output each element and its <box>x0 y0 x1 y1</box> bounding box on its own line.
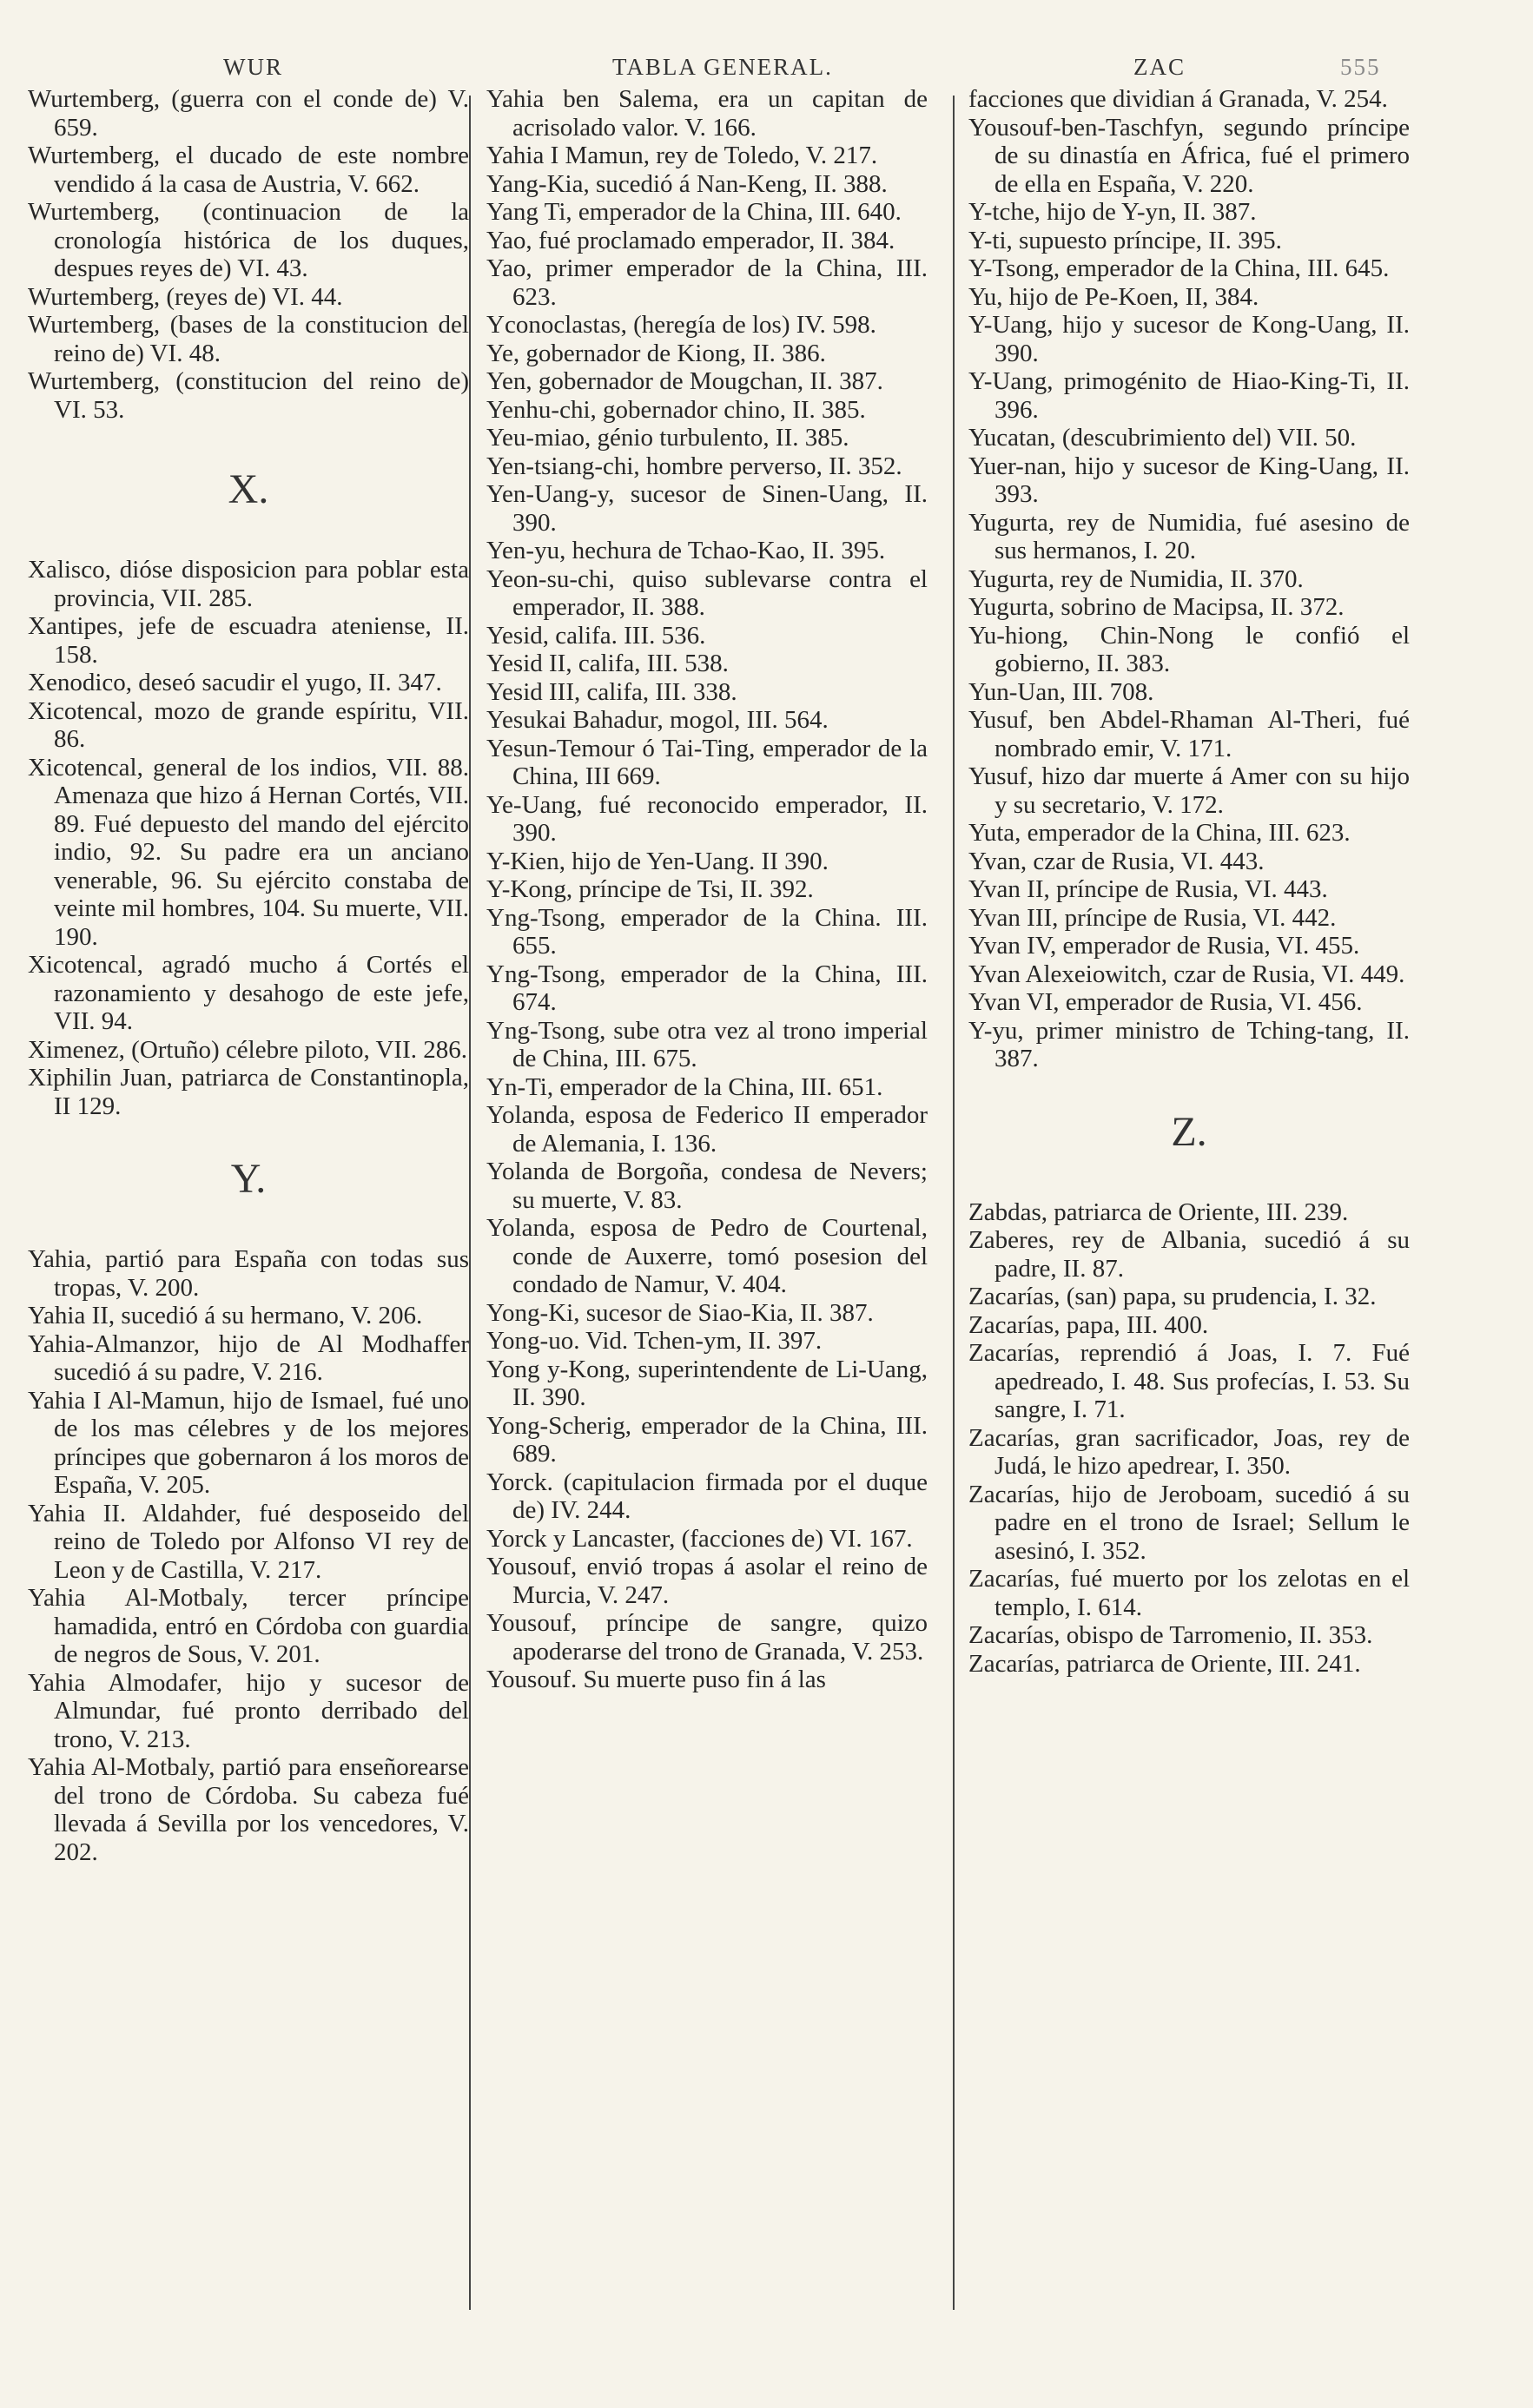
index-entry: Yconoclastas, (heregía de los) IV. 598. <box>486 311 876 339</box>
index-entry: Wurtemberg, (constitucion del reino de) VI. 53. <box>28 367 469 424</box>
index-entry: Yusuf, ben Abdel-Rhaman Al-Theri, fué nombrado emir, V. 171. <box>968 706 1410 762</box>
index-entry: Yvan II, príncipe de Rusia, VI. 443. <box>968 875 1328 903</box>
index-column-3 <box>968 85 1410 1678</box>
index-entry: Zaberes, rey de Albania, sucedió á su padre, II. 87. <box>968 1226 1410 1283</box>
index-entry: Y-Tsong, emperador de la China, III. 645. <box>968 254 1390 282</box>
index-entry: Yesid III, califa, III. 338. <box>486 677 737 706</box>
index-entry: Yolanda, esposa de Federico II emperador de Alemania, I. 136. <box>486 1101 928 1158</box>
index-entry: Yousouf, envió tropas á asolar el reino de Murcia, V. 247. <box>486 1553 928 1609</box>
index-entry: Zacarías, (san) papa, su prudencia, I. 32. <box>968 1283 1377 1310</box>
column-divider <box>469 96 471 2310</box>
index-entry: Zacarías, gran sacrificador, Joas, rey de Judá, le hizo apedrear, I. 350. <box>968 1423 1410 1480</box>
index-entry: Y-yu, primer ministro de Tching-tang, II. 387. <box>968 1016 1410 1072</box>
index-entry: Xiphilin Juan, patriarca de Constantinopla, II 129. <box>28 1064 469 1120</box>
index-entry: Yuta, emperador de la China, III. 623. <box>968 819 1351 847</box>
index-entry: Yvan VI, emperador de Rusia, VI. 456. <box>968 988 1363 1016</box>
index-entry: Yahia-Almanzor, hijo de Al Modhaffer sucedió á su padre, V. 216. <box>28 1329 469 1386</box>
index-entry: Yucatan, (descubrimiento del) VII. 50. <box>968 424 1357 452</box>
index-entry: Yousouf-ben-Taschfyn, segundo príncipe de su dinastía en África, fué el primero de ella en España, V. 220. <box>968 113 1410 198</box>
index-entry: Yusuf, hizo dar muerte á Amer con su hijo y su secretario, V. 172. <box>968 762 1410 819</box>
index-entry: Yahia ben Salema, era un capitan de acrisolado valor. V. 166. <box>486 85 928 142</box>
index-column-2 <box>486 85 928 1694</box>
section-letter: X. <box>228 466 269 512</box>
index-entry: Wurtemberg, el ducado de este nombre vendido á la casa de Austria, V. 662. <box>28 142 469 198</box>
index-entry: Yong-uo. Vid. Tchen-ym, II. 397. <box>486 1327 823 1355</box>
index-entry: Xicotencal, general de los indios, VII. 88. Amenaza que hizo á Hernan Cortés, VII. 89. Fué depuesto del mando del ejército indio, 92. Su padre era un anciano venerable, 96. Su ejército constaba de veinte mil hombres, 104. Su muerte, VII. 190. <box>28 753 469 951</box>
index-entry: Yousouf. Su muerte puso fin á las <box>486 1666 826 1693</box>
index-entry: Yugurta, rey de Numidia, fué asesino de sus hermanos, I. 20. <box>968 508 1410 564</box>
index-entry: Zacarías, hijo de Jeroboam, sucedió á su padre en el trono de Israel; Sellum le asesinó, I. 352. <box>968 1480 1410 1565</box>
index-entry: Yng-Tsong, sube otra vez al trono imperial de China, III. 675. <box>486 1016 928 1072</box>
index-entry: Yesun-Temour ó Tai-Ting, emperador de la China, III 669. <box>486 734 928 790</box>
index-entry: Yugurta, rey de Numidia, II. 370. <box>968 564 1304 593</box>
index-entry: Yng-Tsong, emperador de la China, III. 674. <box>486 960 928 1016</box>
index-entry: Yu, hijo de Pe-Koen, II, 384. <box>968 282 1259 311</box>
index-entry: Xantipes, jefe de escuadra ateniense, II. 158. <box>28 612 469 669</box>
page-number: 555 <box>1340 54 1381 80</box>
index-entry: Y-Kien, hijo de Yen-Uang. II 390. <box>486 847 829 875</box>
index-entry: Y-Kong, príncipe de Tsi, II. 392. <box>486 875 814 903</box>
index-entry: Y-ti, supuesto príncipe, II. 395. <box>968 226 1282 254</box>
index-entry: Ximenez, (Ortuño) célebre piloto, VII. 286. <box>28 1035 467 1064</box>
index-entry: Ye-Uang, fué reconocido emperador, II. 390. <box>486 790 928 847</box>
index-entry: Yenhu-chi, gobernador chino, II. 385. <box>486 395 866 424</box>
index-entry: Wurtemberg, (bases de la constitucion del reino de) VI. 48. <box>28 311 469 367</box>
index-entry: Yvan IV, emperador de Rusia, VI. 455. <box>968 932 1360 960</box>
index-entry: Yahia Al-Motbaly, partió para enseñorearse del trono de Córdoba. Su cabeza fué llevada á Sevilla por los vencedores, V. 202. <box>28 1753 469 1866</box>
running-head-right: ZAC <box>1133 54 1186 80</box>
index-column-1 <box>28 85 469 1866</box>
index-entry: Zacarías, reprendió á Joas, I. 7. Fué apedreado, I. 48. Sus profecías, I. 53. Su sangre, I. 71. <box>968 1339 1410 1423</box>
index-entry: Yahia, partió para España con todas sus tropas, V. 200. <box>28 1245 469 1302</box>
index-entry: Yahia Almodafer, hijo y sucesor de Almundar, fué pronto derribado del trono, V. 213. <box>28 1668 469 1753</box>
section-letter: Z. <box>1171 1108 1207 1155</box>
index-entry: Wurtemberg, (continuacion de la cronología histórica de los duques, despues reyes de) VI. 43. <box>28 198 469 282</box>
running-head-title: TABLA GENERAL. <box>612 54 833 80</box>
index-entry: Zabdas, patriarca de Oriente, III. 239. <box>968 1197 1349 1226</box>
index-entry: Yolanda, esposa de Pedro de Courtenal, conde de Auxerre, tomó posesion del condado de Namur, V. 404. <box>486 1214 928 1298</box>
running-head-left: WUR <box>223 54 283 80</box>
index-entry: Yahia I Mamun, rey de Toledo, V. 217. <box>486 142 878 169</box>
index-entry: Zacarías, patriarca de Oriente, III. 241. <box>968 1649 1361 1678</box>
index-entry: Yun-Uan, III. 708. <box>968 677 1154 706</box>
index-entry: Yahia I Al-Mamun, hijo de Ismael, fué uno de los mas célebres y de los mejores príncipes que gobernaron á los moros de España, V. 205. <box>28 1386 469 1499</box>
index-entry: Yvan Alexeiowitch, czar de Rusia, VI. 449. <box>968 960 1405 988</box>
index-entry: Yen, gobernador de Mougchan, II. 387. <box>486 367 883 395</box>
index-entry: Yong y-Kong, superintendente de Li-Uang, II. 390. <box>486 1355 928 1411</box>
index-entry: Yong-Ki, sucesor de Siao-Kia, II. 387. <box>486 1298 874 1327</box>
index-entry: Yesukai Bahadur, mogol, III. 564. <box>486 706 829 734</box>
index-entry: Yvan, czar de Rusia, VI. 443. <box>968 847 1265 875</box>
index-entry: Yorck. (capitulacion firmada por el duque de) IV. 244. <box>486 1468 928 1524</box>
index-entry: Yong-Scherig, emperador de la China, III. 689. <box>486 1411 928 1468</box>
index-entry: Ye, gobernador de Kiong, II. 386. <box>486 339 826 367</box>
index-entry: Yang-Kia, sucedió á Nan-Keng, II. 388. <box>486 169 888 198</box>
index-entry: Yeu-miao, génio turbulento, II. 385. <box>486 424 849 452</box>
index-entry: Yao, fué proclamado emperador, II. 384. <box>486 226 895 254</box>
index-entry: Yao, primer emperador de la China, III. 623. <box>486 254 928 311</box>
index-entry: Xalisco, dióse disposicion para poblar esta provincia, VII. 285. <box>28 556 469 612</box>
index-entry: Yu-hiong, Chin-Nong le confió el gobierno, II. 383. <box>968 621 1410 677</box>
index-entry: Xenodico, deseó sacudir el yugo, II. 347. <box>28 669 442 696</box>
index-entry: Yeon-su-chi, quiso sublevarse contra el emperador, II. 388. <box>486 564 928 621</box>
index-entry: Xicotencal, mozo de grande espíritu, VII. 86. <box>28 696 469 753</box>
index-entry: Yn-Ti, emperador de la China, III. 651. <box>486 1072 883 1101</box>
index-entry: Yen-yu, hechura de Tchao-Kao, II. 395. <box>486 537 886 564</box>
index-entry: Yorck y Lancaster, (facciones de) VI. 167. <box>486 1524 913 1553</box>
index-entry: Zacarías, obispo de Tarromenio, II. 353. <box>968 1621 1373 1649</box>
index-entry: Yahia II, sucedió á su hermano, V. 206. <box>28 1302 423 1329</box>
index-entry: Yang Ti, emperador de la China, III. 640. <box>486 198 902 226</box>
index-entry: Yuer-nan, hijo y sucesor de King-Uang, II. 393. <box>968 452 1410 508</box>
index-entry: Yahia Al-Motbaly, tercer príncipe hamadida, entró en Córdoba con guardia de negros de Sous, V. 201. <box>28 1584 469 1668</box>
index-entry: Y-Uang, primogénito de Hiao-King-Ti, II. 396. <box>968 367 1410 424</box>
index-entry: Yousouf, príncipe de sangre, quizo apoderarse del trono de Granada, V. 253. <box>486 1609 928 1666</box>
index-entry: Wurtemberg, (reyes de) VI. 44. <box>28 282 343 311</box>
section-letter: Y. <box>230 1156 267 1202</box>
index-entry: Yugurta, sobrino de Macipsa, II. 372. <box>968 593 1345 621</box>
index-entry: Yesid, califa. III. 536. <box>486 621 706 650</box>
index-entry: Yesid II, califa, III. 538. <box>486 650 729 677</box>
index-entry: Yen-tsiang-chi, hombre perverso, II. 352. <box>486 452 902 480</box>
index-entry: Yvan III, príncipe de Rusia, VI. 442. <box>968 903 1337 932</box>
column-divider <box>953 96 955 2310</box>
index-entry: Xicotencal, agradó mucho á Cortés el razonamiento y desahogo de este jefe, VII. 94. <box>28 951 469 1035</box>
index-entry: Yahia II. Aldahder, fué desposeido del reino de Toledo por Alfonso VI rey de Leon y de Castilla, V. 217. <box>28 1499 469 1584</box>
index-entry: Yng-Tsong, emperador de la China. III. 655. <box>486 903 928 960</box>
index-entry: Zacarías, papa, III. 400. <box>968 1310 1209 1339</box>
index-entry: Zacarías, fué muerto por los zelotas en el templo, I. 614. <box>968 1565 1410 1621</box>
index-entry: Yen-Uang-y, sucesor de Sinen-Uang, II. 390. <box>486 480 928 537</box>
index-entry: facciones que dividian á Granada, V. 254. <box>968 85 1388 113</box>
index-entry: Y-tche, hijo de Y-yn, II. 387. <box>968 198 1257 226</box>
index-entry: Y-Uang, hijo y sucesor de Kong-Uang, II. 390. <box>968 311 1410 367</box>
index-entry: Wurtemberg, (guerra con el conde de) V. 659. <box>28 85 469 142</box>
index-entry: Yolanda de Borgoña, condesa de Nevers; su muerte, V. 83. <box>486 1158 928 1214</box>
